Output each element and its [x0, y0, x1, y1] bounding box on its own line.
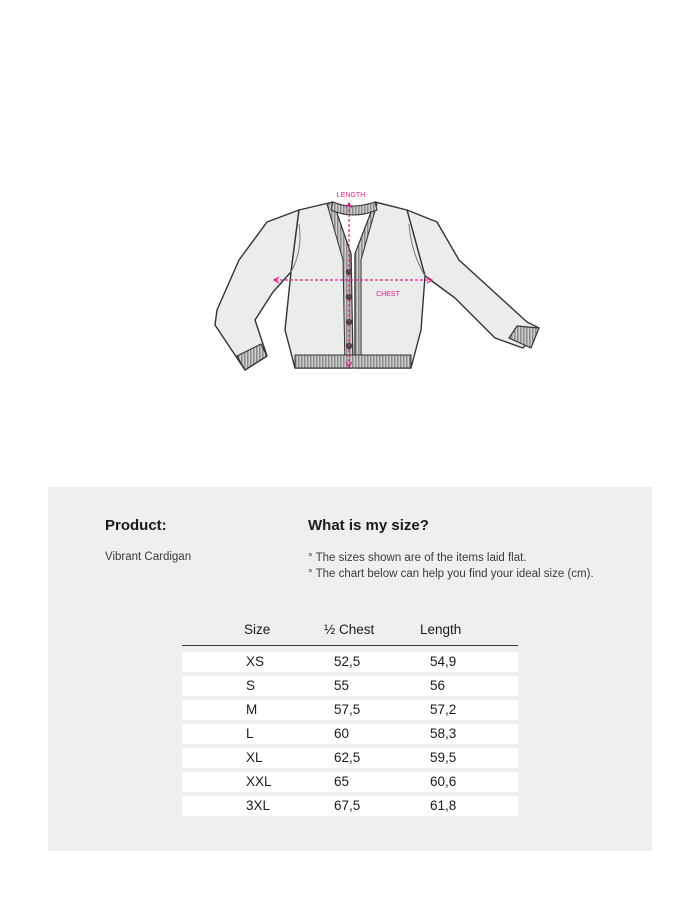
- cell-chest: 67,5: [334, 798, 361, 813]
- table-row: [182, 700, 518, 720]
- header-chest: ½ Chest: [324, 622, 375, 637]
- cell-chest: 65: [334, 774, 350, 789]
- cell-chest: 52,5: [334, 654, 361, 669]
- cell-chest: 57,5: [334, 702, 361, 717]
- table-row: [182, 724, 518, 744]
- cell-chest: 60: [334, 726, 350, 741]
- table-header: [182, 618, 518, 646]
- size-notes: [308, 550, 594, 582]
- cell-length: 54,9: [430, 654, 457, 669]
- cell-length: 57,2: [430, 702, 457, 717]
- size-info-panel: [48, 487, 652, 851]
- table-row: [182, 748, 518, 768]
- header-size: Size: [244, 622, 271, 637]
- table-row: [182, 796, 518, 816]
- cell-size: L: [246, 726, 254, 741]
- table-row: [182, 676, 518, 696]
- chest-label: CHEST: [376, 291, 400, 298]
- cell-size: S: [246, 678, 256, 693]
- table-row: [182, 772, 518, 792]
- product-heading: Product:: [105, 517, 167, 534]
- table-row: [182, 652, 518, 672]
- cell-length: 60,6: [430, 774, 457, 789]
- size-table: [182, 618, 518, 816]
- cell-length: 59,5: [430, 750, 457, 765]
- cardigan-illustration: [205, 180, 555, 380]
- cell-size: XL: [246, 750, 263, 765]
- cell-size: M: [246, 702, 258, 717]
- cell-size: XS: [246, 654, 265, 669]
- cell-length: 56: [430, 678, 446, 693]
- cell-size: XXL: [246, 774, 272, 789]
- cell-chest: 55: [334, 678, 350, 693]
- size-note: ° The chart below can help you find your ideal size (cm).: [308, 568, 594, 580]
- size-heading: What is my size?: [308, 517, 429, 534]
- product-name: Vibrant Cardigan: [105, 551, 192, 563]
- size-note: ° The sizes shown are of the items laid flat.: [308, 552, 527, 564]
- cell-length: 58,3: [430, 726, 457, 741]
- cell-length: 61,8: [430, 798, 457, 813]
- cell-chest: 62,5: [334, 750, 361, 765]
- cell-size: 3XL: [246, 798, 271, 813]
- length-label: LENGTH: [336, 192, 366, 199]
- header-length: Length: [420, 622, 462, 637]
